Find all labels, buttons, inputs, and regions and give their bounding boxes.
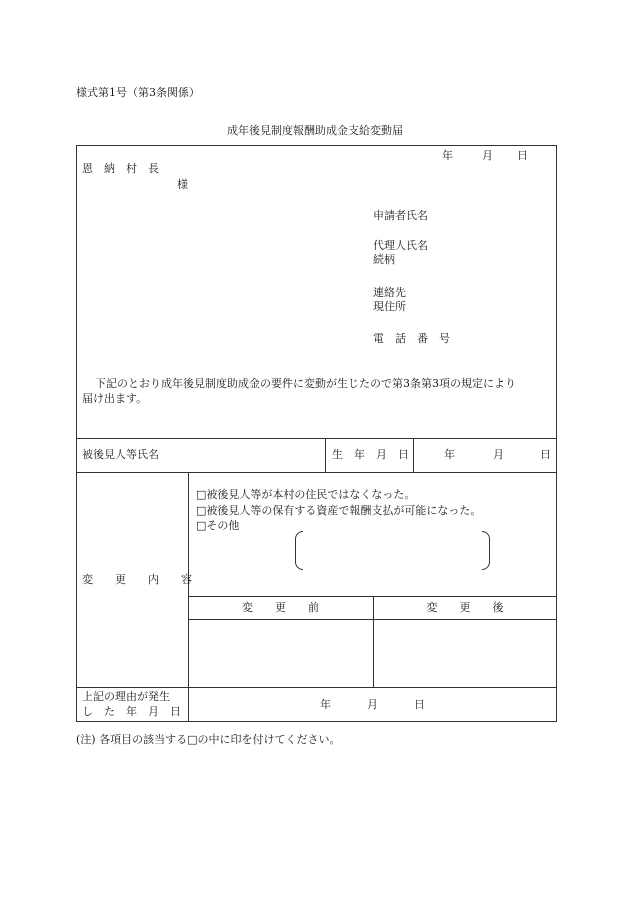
header-date-year: 年 (442, 149, 453, 162)
addressee: 恩 納 村 長 (82, 162, 159, 175)
statement-line-2: 届け出ます。 (82, 392, 148, 405)
relation-label: 続柄 (373, 253, 395, 266)
header-date-day: 日 (517, 149, 528, 162)
agent-name-label: 代理人氏名 (373, 239, 428, 252)
before-label: 変 更 前 (242, 601, 319, 614)
right-bracket (482, 531, 490, 570)
change-option-3: □その他 (196, 519, 240, 532)
reason-month: 月 (367, 698, 378, 711)
col-divider (325, 438, 326, 472)
document-title: 成年後見制度報酬助成金支給変動届 (227, 124, 403, 137)
applicant-name-label: 申請者氏名 (373, 209, 428, 222)
contact-label: 連絡先 (373, 286, 406, 299)
reason-label-line-1: 上記の理由が発生 (82, 690, 170, 703)
reason-label-line-2: し た 年 月 日 (82, 705, 181, 718)
change-content-label: 変 更 内 容 (82, 573, 192, 586)
honorific: 様 (177, 178, 188, 191)
address-label: 現住所 (373, 300, 406, 313)
statement-line-1: 下記のとおり成年後見制度助成金の要件に変動が生じたので第3条第3項の規定により (95, 377, 516, 390)
phone-label: 電 話 番 号 (373, 332, 450, 345)
left-bracket (295, 531, 303, 570)
dob-month: 月 (493, 448, 504, 461)
header-box (76, 145, 557, 439)
after-label: 変 更 後 (426, 601, 504, 614)
label-col-divider (188, 472, 189, 722)
ward-name-label: 被後見人等氏名 (82, 448, 159, 461)
col-divider (413, 438, 414, 472)
change-option-2: □被後見人等の保有する資産で報酬支払が可能になった。 (196, 504, 482, 517)
form-id: 様式第1号（第3条関係） (76, 86, 200, 99)
dob-year: 年 (444, 448, 455, 461)
footnote: (注) 各項目の該当する□の中に印を付けてください。 (76, 733, 341, 746)
header-date-month: 月 (482, 149, 493, 162)
reason-day: 日 (414, 698, 425, 711)
change-option-1: □被後見人等が本村の住民ではなくなった。 (196, 488, 416, 501)
row-divider (76, 472, 557, 473)
dob-day: 日 (540, 448, 551, 461)
row-divider (76, 687, 557, 688)
dob-label: 生 年 月 日 (332, 448, 409, 461)
reason-year: 年 (320, 698, 331, 711)
